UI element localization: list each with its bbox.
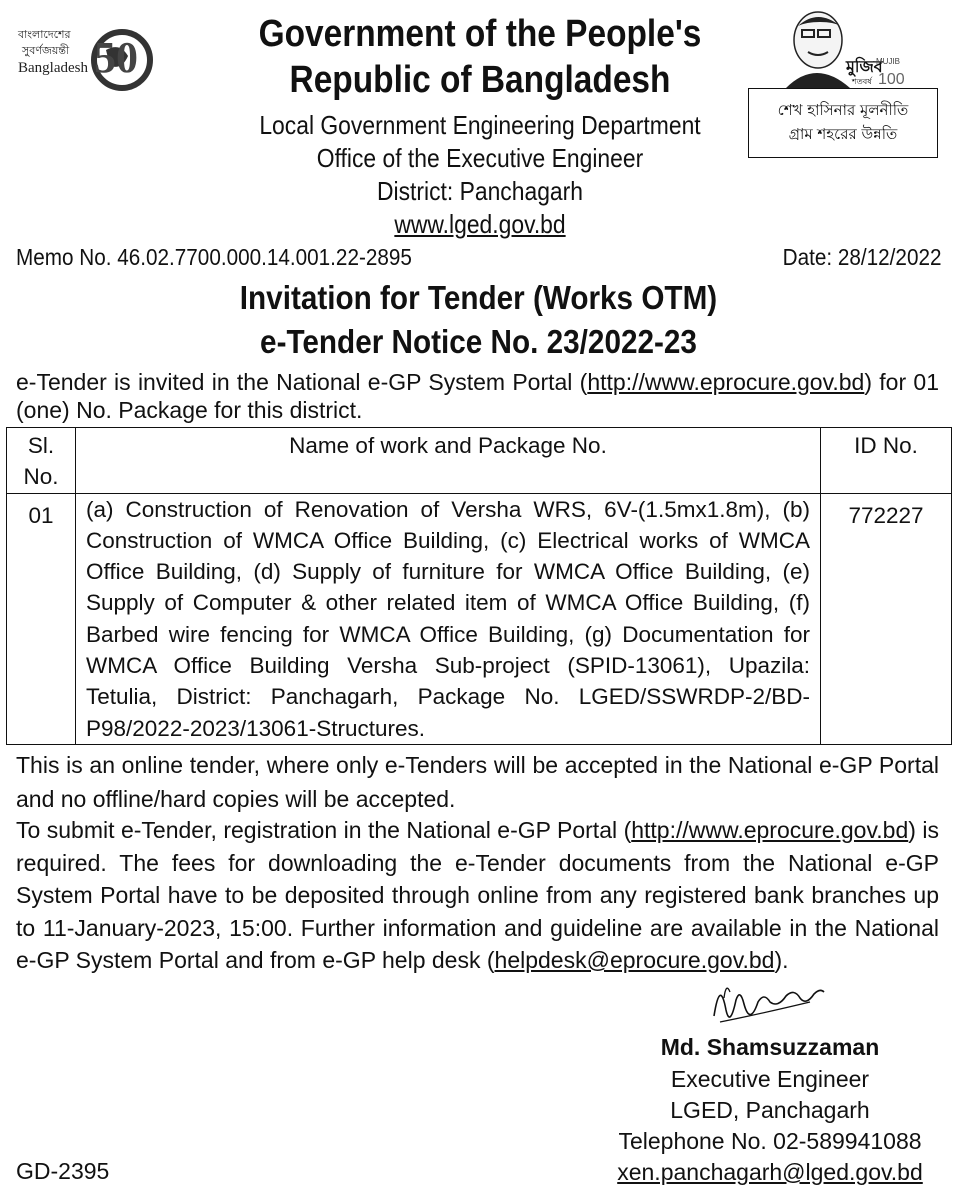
submission-text-middle: ) is required. The fees for downloading the e-Tender documents from the National e-GP System Portal have to be deposited through online from any registered bank branches up to 11-January-2023, 15:00. Further information and guideline are available in the National e-GP System Portal and from e-GP help desk ( (16, 817, 939, 973)
row-id: 772227 (821, 493, 952, 744)
table-header-row (7, 428, 952, 494)
signatory-email-link[interactable]: xen.panchagarh@lged.gov.bd (617, 1159, 923, 1185)
logo-left-line1: বাংলাদেশের (18, 28, 71, 41)
eprocure-link[interactable]: http://www.eprocure.gov.bd (587, 369, 865, 395)
header-sl: Sl. No. (7, 428, 76, 494)
signatory-designation: Executive Engineer (670, 1066, 870, 1092)
online-notice: This is an online tender, where only e-Tenders will be accepted in the National e-GP Portal and no offline/hard copies will be accepted. (16, 752, 939, 812)
header-work: Name of work and Package No. (76, 428, 821, 494)
submission-text-start: To submit e-Tender, registration in the National e-GP Portal ( (16, 817, 632, 843)
slogan-line1: শেখ হাসিনার মূলনীতি (777, 101, 909, 119)
helpdesk-email-link[interactable]: helpdesk@eprocure.gov.bd (494, 947, 775, 973)
office-name: Office of the Executive Engineer (316, 143, 644, 173)
submission-text-end: ). (774, 947, 789, 973)
signatory-office: LGED, Panchagarh (670, 1097, 870, 1123)
memo-date: Date: 28/12/2022 (782, 244, 941, 270)
district-name: District: Panchagarh (376, 176, 584, 206)
mujib-borsho-logo (780, 6, 905, 88)
logo-left-line2: সুবর্ণজয়ন্তী (22, 44, 70, 57)
signatory-name: Md. Shamsuzzaman (660, 1034, 880, 1060)
memo-number: Memo No. 46.02.7700.000.14.001.22-2895 (16, 244, 412, 270)
intro-text-end: ) for 01 (one) No. Package for this district. (16, 369, 939, 423)
logo-left-country: Bangladesh (18, 60, 88, 76)
gd-number: GD-2395 (16, 1158, 110, 1184)
table-row (7, 493, 952, 744)
logo-right-sub: শতবর্ষ (852, 77, 872, 86)
slogan-box (748, 88, 938, 158)
signatory-telephone: Telephone No. 02-589941088 (618, 1128, 922, 1154)
logo-left-numeral: 50 (94, 33, 138, 82)
row-sl: 01 (7, 493, 76, 744)
government-title-line2: Republic of Bangladesh (289, 59, 671, 101)
logo-right-script: মুজিব (846, 57, 883, 76)
golden-jubilee-logo (14, 8, 154, 98)
department-name: Local Government Engineering Department (259, 110, 701, 140)
signatory-email[interactable] (600, 1157, 940, 1188)
intro-paragraph (16, 368, 939, 424)
government-title-line1: Government of the People's (258, 13, 702, 55)
header-id: ID No. (821, 428, 952, 494)
tender-table (6, 427, 952, 745)
website-link-text[interactable]: www.lged.gov.bd (394, 209, 566, 239)
signature (700, 972, 840, 1034)
logo-right-latin: MUJIB (876, 57, 900, 66)
row-work: (a) Construction of Renovation of Versha WRS, 6V-(1.5mx1.8m), (b) Construction of WMCA Office Building, (c) Electrical works of WMCA Office Building, (d) Supply of furniture for WMCA Office Building, (e) Supply of Computer & other related item of WMCA Office Building, (f) Barbed wire fencing for WMCA Office Building, (g) Documentation for WMCA Office Building Versha Sub-project (SPID-13061), Upazila: Tetulia, District: Panchagarh, Package No. LGED/SSWRDP-2/BD-P98/2022-2023/13061-Structures. (76, 493, 821, 744)
website-link[interactable] (207, 208, 753, 240)
submission-paragraph (16, 814, 939, 977)
slogan-line2: গ্রাম শহরের উন্নতি (788, 125, 898, 143)
notice-title: Invitation for Tender (Works OTM) (239, 279, 718, 316)
logo-right-numeral: 100 (878, 71, 905, 88)
intro-text-start: e-Tender is invited in the National e-GP System Portal ( (16, 369, 588, 395)
eprocure-link-2[interactable]: http://www.eprocure.gov.bd (631, 817, 909, 843)
notice-number: e-Tender Notice No. 23/2022-23 (260, 323, 697, 360)
